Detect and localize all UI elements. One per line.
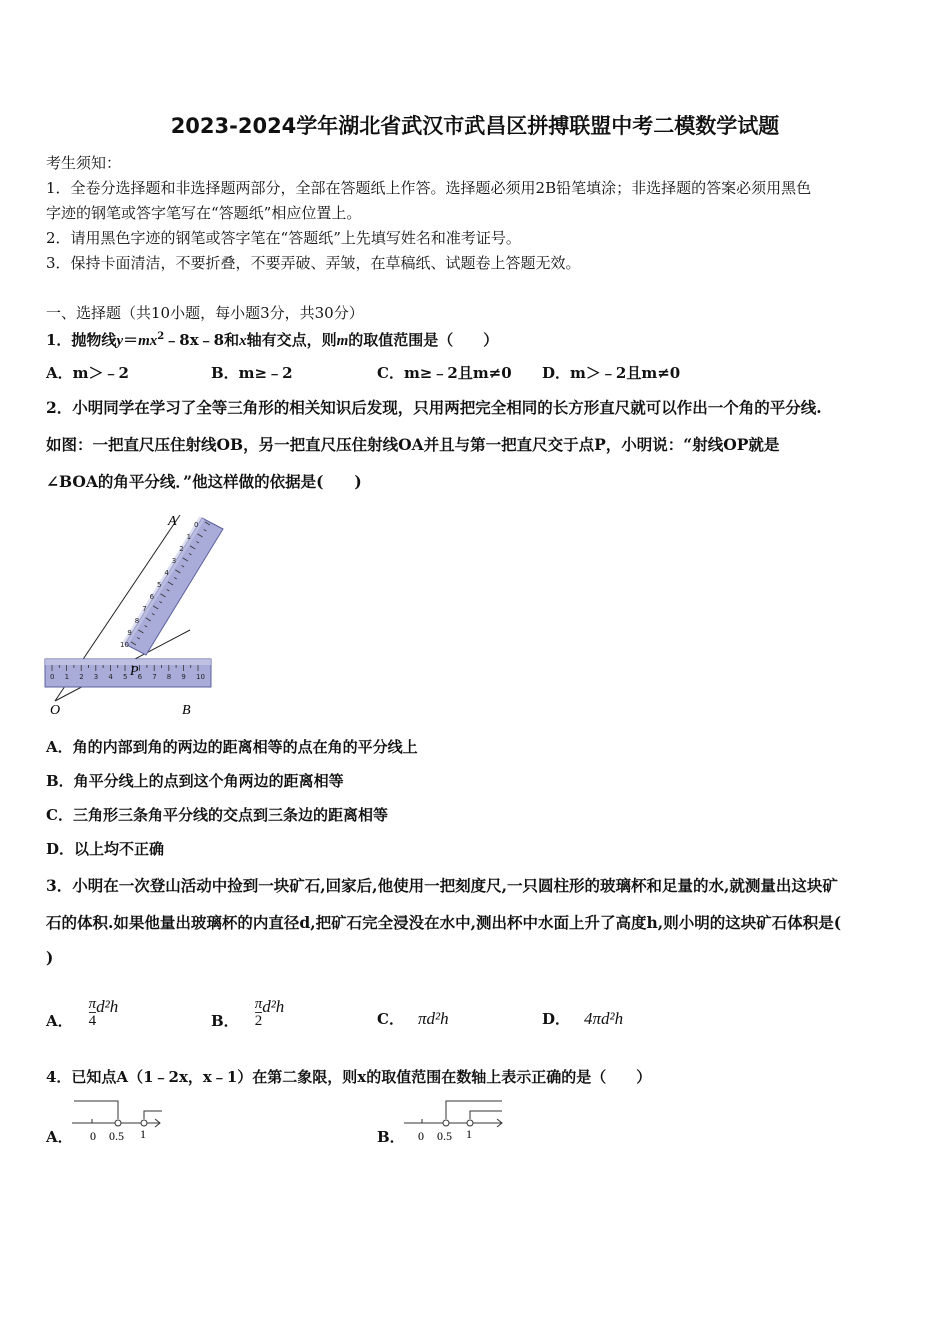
ruler-tick-label: 0 (194, 521, 199, 529)
q1-option-d: D．m＞﹣2且m≠0 (542, 364, 681, 382)
question-4: 4．已知点A（1﹣2x，x﹣1）在第二象限，则x的取值范围在数轴上表示正确的是（ ） (46, 1068, 652, 1086)
q2-option-b: B．角平分线上的点到这个角两边的距离相等 (46, 772, 344, 790)
q4-option-a-numberline (70, 1093, 170, 1145)
q2-option-d: D．以上均不正确 (46, 840, 165, 858)
tilted-ruler (125, 518, 223, 655)
label-a: A (168, 514, 177, 529)
section-heading: 一、选择题（共10小题，每小题3分，共30分） (46, 304, 364, 322)
q2-option-c: C．三角形三条角平分线的交点到三条边的距离相等 (46, 806, 388, 824)
svg-text:0: 0 (418, 1129, 424, 1143)
question-3-line: 3．小明在一次登山活动中捡到一块矿石,回家后,他使用一把刻度尺,一只圆柱形的玻璃杯和足量的水,就测量出这块矿 (46, 876, 838, 895)
q3-option-d: D． 4πd²h (542, 1009, 624, 1028)
notice-item: 字迹的钢笔或答字笔写在“答题纸”相应位置上。 (46, 204, 362, 222)
ruler-tick-label: 6 (149, 593, 155, 601)
ruler-tick-label: 0 (50, 673, 55, 681)
q4-option-b-letter: B． (377, 1128, 405, 1146)
notice-heading: 考生须知： (46, 154, 122, 172)
question-3-line: 石的体积.如果他量出玻璃杯的内直径d,把矿石完全浸没在水中,测出杯中水面上升了高度h,则小明的这块矿石体积是( (46, 913, 842, 932)
ruler-tick-label: 5 (123, 673, 128, 681)
ruler-tick-label: 3 (171, 557, 177, 565)
q1-option-a: A．m＞﹣2 (46, 364, 129, 382)
q4-option-a-letter: A． (46, 1128, 73, 1146)
q3-option-a: A． $\frac{\pi}{4}$ d²h (46, 996, 119, 1030)
q1-option-c: C．m≥﹣2且m≠0 (377, 364, 512, 382)
question-2-line: 2．小明同学在学习了全等三角形的相关知识后发现，只用两把完全相同的长方形直尺就可以作出一个角的平分线. (46, 398, 822, 417)
ruler-tick-label: 2 (79, 673, 84, 681)
ruler-tick-label: 2 (179, 545, 184, 553)
label-b: B (182, 703, 191, 718)
ruler-tick-label: 4 (108, 673, 113, 681)
svg-text:1: 1 (466, 1127, 472, 1141)
q3-option-b: B． $\frac{\pi}{2}$ d²h (211, 996, 285, 1030)
ruler-tick-label: 6 (137, 673, 143, 681)
question-2-line: 如图：一把直尺压住射线OB，另一把直尺压住射线OA并且与第一把直尺交于点P，小明说：“射线OP就是 (46, 435, 780, 454)
svg-text:0: 0 (90, 1129, 96, 1143)
notice-item: 3．保持卡面清洁，不要折叠，不要弄破、弄皱，在草稿纸、试题卷上答题无效。 (46, 254, 581, 272)
ruler-tick-label: 4 (164, 569, 169, 577)
label-o: O (50, 703, 61, 718)
svg-text:0.5: 0.5 (437, 1129, 452, 1143)
svg-text:1: 1 (140, 1127, 146, 1141)
question-3-line: ) (46, 948, 54, 967)
ruler-tick-label: 7 (142, 605, 147, 613)
ruler-tick-label: 9 (127, 629, 132, 637)
ruler-tick-label: 1 (64, 673, 70, 681)
ruler-tick-label: 10 (120, 641, 129, 649)
fraction: $\frac{\pi}{2}$ (254, 996, 263, 1029)
q3-option-c: C． πd²h (377, 1009, 449, 1028)
ruler-tick-label: 10 (196, 673, 205, 681)
angle-bisector-figure (40, 505, 240, 720)
notice-item: 2．请用黑色字迹的钢笔或答字笔在“答题纸”上先填写姓名和准考证号。 (46, 229, 521, 247)
ruler-tick-label: 3 (93, 673, 99, 681)
page-title: 2023-2024学年湖北省武汉市武昌区拼搏联盟中考二模数学试题 (170, 114, 780, 138)
ruler-tick-label: 8 (134, 617, 140, 625)
q4-option-b-numberline (402, 1093, 512, 1145)
ruler-tick-label: 8 (166, 673, 172, 681)
ruler-tick-label: 1 (186, 533, 192, 541)
notice-item: 1．全卷分选择题和非选择题两部分，全部在答题纸上作答。选择题必须用2B铅笔填涂；非选择题的答案必须用黑色 (46, 179, 812, 197)
q1-option-b: B．m≥﹣2 (211, 364, 293, 382)
fraction: $\frac{\pi}{4}$ (88, 996, 97, 1029)
q2-option-a: A．角的内部到角的两边的距离相等的点在角的平分线上 (46, 738, 418, 756)
ruler-tick-label: 7 (152, 673, 157, 681)
ruler-tick-label: 5 (157, 581, 162, 589)
label-p: P (130, 664, 139, 679)
question-2-line: ∠BOA的角平分线．”他这样做的依据是( ) (46, 472, 362, 491)
svg-text:0.5: 0.5 (109, 1129, 124, 1143)
question-1: 1．抛物线$y=mx^2﹣8x﹣8$和x轴有交点，则m的取值范围是（ ） (46, 331, 499, 349)
ruler-tick-label: 9 (181, 673, 186, 681)
